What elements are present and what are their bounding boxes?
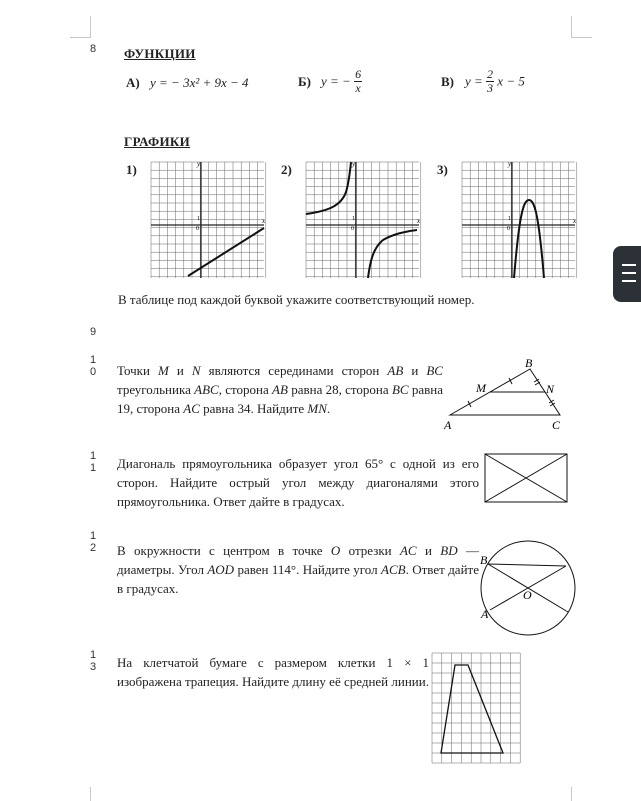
graph-label-1: 1) bbox=[126, 162, 137, 177]
tick-label-0: 0 bbox=[196, 226, 199, 232]
grid bbox=[306, 162, 421, 278]
grid bbox=[151, 162, 266, 278]
hyperbola-branch-left bbox=[306, 162, 351, 214]
q10-text: Точки M и N являются серединами сторон AB и BC треугольника ABC, сторона AB равна 28, сторона BC равна 19, сторона AC равна 34. Найдите MN. bbox=[117, 363, 443, 416]
function-b-fraction bbox=[354, 68, 362, 95]
question-number-digit: 1 bbox=[90, 530, 97, 542]
sidebar-menu-button[interactable] bbox=[613, 246, 641, 302]
function-label-c: В) bbox=[441, 74, 454, 89]
corner-mark bbox=[90, 787, 91, 801]
graph-1 bbox=[148, 158, 270, 280]
q11-rectangle-figure bbox=[484, 453, 568, 503]
fraction-denominator: 3 bbox=[487, 81, 494, 95]
q13-text: На клетчатой бумаге с размером клетки 1 × 1 изображена трапеция. Найдите длину её средней линии. bbox=[117, 655, 430, 689]
question-number: 9 bbox=[90, 326, 97, 338]
graph-label-3: 3) bbox=[437, 162, 448, 177]
function-c-suffix: x − 5 bbox=[497, 73, 525, 89]
label-n: N bbox=[546, 382, 555, 396]
function-c-fraction bbox=[486, 68, 494, 95]
grid bbox=[432, 653, 520, 763]
function-label-a: А) bbox=[126, 75, 140, 90]
grid bbox=[462, 162, 577, 278]
question-number-digit: 0 bbox=[90, 366, 97, 378]
q8-instruction: В таблице под каждой буквой укажите соответствующий номер. bbox=[118, 292, 475, 307]
x-axis-label: x bbox=[262, 217, 266, 225]
label-o: O bbox=[523, 588, 532, 602]
menu-icon bbox=[622, 280, 636, 282]
tick-label-1: 1 bbox=[352, 216, 355, 222]
function-label-b: Б) bbox=[298, 74, 311, 89]
q12-text: В окружности с центром в точке O отрезки AC и BD — диаметры. Угол AOD равен 114°. Найдите угол ACB. Ответ дайте в градусах. bbox=[117, 543, 479, 596]
trapezoid bbox=[441, 665, 503, 753]
label-m: M bbox=[476, 381, 486, 395]
menu-icon bbox=[622, 272, 636, 274]
question-number-digit: 1 bbox=[90, 354, 97, 366]
question-number-digit: 1 bbox=[90, 462, 97, 474]
function-c-prefix: y = bbox=[465, 73, 483, 89]
question-number-digit: 2 bbox=[90, 542, 97, 554]
y-axis-label: y bbox=[352, 160, 356, 168]
graph-3 bbox=[459, 158, 581, 280]
q10-triangle-figure bbox=[440, 355, 570, 433]
chord-bc bbox=[488, 564, 566, 566]
function-c bbox=[465, 68, 525, 95]
y-axis-label: y bbox=[197, 160, 201, 168]
q11-text: Диагональ прямоугольника образует угол 65° с одной из его сторон. Найдите острый угол между диагоналями этого прямоугольника. Ответ дайте в градусах. bbox=[117, 456, 479, 509]
tick-label-1: 1 bbox=[197, 216, 200, 222]
fraction-denominator: x bbox=[355, 81, 361, 95]
label-a: A bbox=[444, 418, 452, 432]
corner-mark bbox=[571, 37, 592, 38]
tick-label-0: 0 bbox=[507, 226, 510, 232]
parabola bbox=[514, 200, 544, 278]
tick-label-0: 0 bbox=[351, 226, 354, 232]
question-number-digit: 1 bbox=[90, 450, 97, 462]
function-b-prefix: y = − bbox=[321, 73, 351, 89]
question-number bbox=[90, 530, 96, 554]
question-number-digit: 3 bbox=[90, 661, 97, 673]
menu-icon bbox=[622, 264, 636, 266]
x-axis-label: x bbox=[573, 217, 577, 225]
label-c: C bbox=[552, 418, 561, 432]
label-b: B bbox=[480, 553, 488, 567]
question-number bbox=[90, 450, 96, 474]
graph-label-2: 2) bbox=[281, 162, 292, 177]
functions-heading: ФУНКЦИИ bbox=[124, 46, 196, 61]
label-a: A bbox=[481, 607, 489, 621]
q13-trapezoid-figure bbox=[430, 651, 522, 767]
fraction-numerator: 2 bbox=[487, 67, 494, 81]
hyperbola-branch-right bbox=[368, 230, 417, 278]
y-axis-label: y bbox=[508, 160, 512, 168]
fraction-numerator: 6 bbox=[355, 67, 362, 81]
question-number bbox=[90, 354, 96, 378]
tick-label-1: 1 bbox=[508, 216, 511, 222]
label-b: B bbox=[525, 356, 533, 370]
function-a: y = − 3x² + 9x − 4 bbox=[150, 75, 249, 90]
question-number: 8 bbox=[90, 43, 97, 55]
graph-2 bbox=[303, 158, 425, 280]
corner-mark bbox=[90, 16, 91, 38]
corner-mark bbox=[571, 16, 572, 38]
q12-circle-figure bbox=[476, 538, 576, 638]
corner-mark bbox=[571, 787, 572, 801]
corner-mark bbox=[70, 37, 91, 38]
question-number-digit: 1 bbox=[90, 649, 97, 661]
question-number bbox=[90, 649, 96, 673]
function-b bbox=[321, 68, 362, 95]
x-axis-label: x bbox=[417, 217, 421, 225]
graphs-heading: ГРАФИКИ bbox=[124, 134, 191, 149]
